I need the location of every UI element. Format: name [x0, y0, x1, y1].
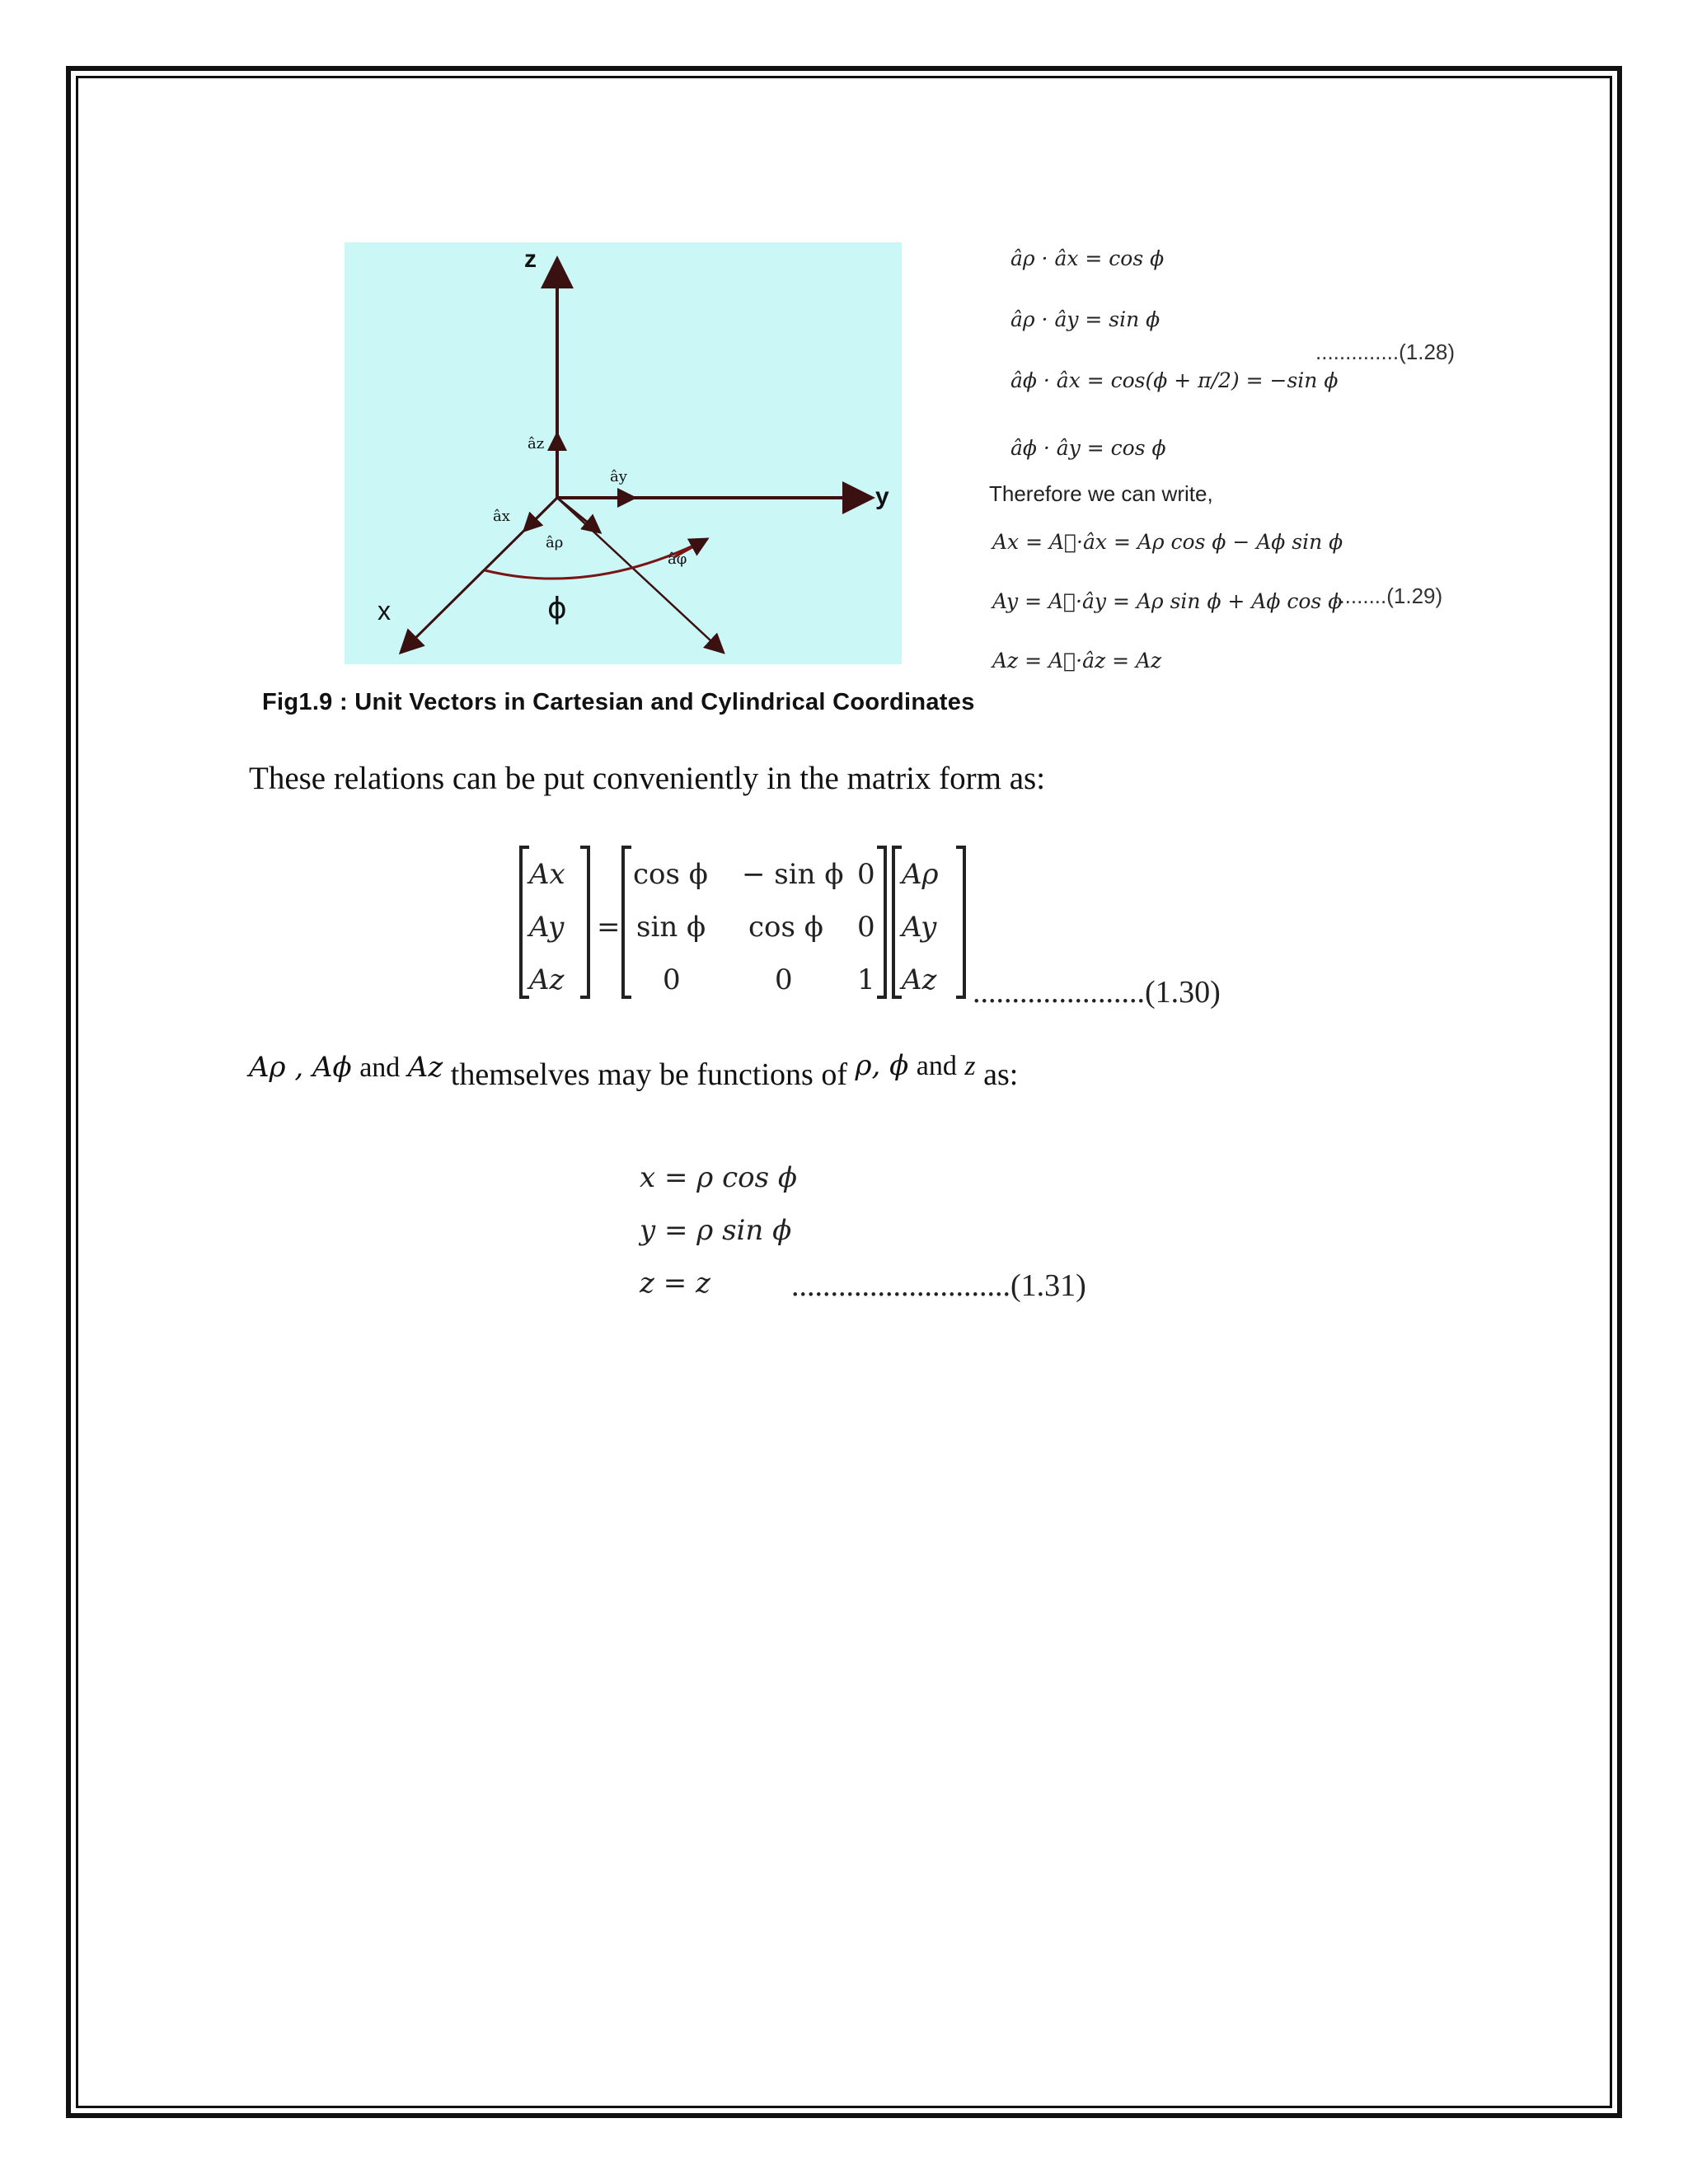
matrix-cell-r1c3: 0 — [857, 858, 875, 891]
eq-128-line-1: âρ · âx = cos ϕ — [1010, 246, 1165, 270]
functions-coords: ρ, ϕ — [855, 1049, 909, 1082]
functions-and-1: and — [359, 1052, 401, 1083]
rhs-entry-1: Aρ — [902, 858, 939, 891]
eq-131-tag: ............................(1.31) — [791, 1268, 1086, 1303]
eq-129-line-1: Ax = A⃗·âx = Aρ cos ϕ − Aϕ sin ϕ — [992, 530, 1343, 554]
ay-label: ây — [610, 468, 627, 485]
equals-sign: = — [597, 911, 621, 944]
coord-eq-z: z = z — [640, 1267, 710, 1300]
coord-eq-y: y = ρ sin ϕ — [640, 1214, 792, 1247]
figure-background — [345, 242, 902, 664]
functions-az: Az — [407, 1051, 443, 1084]
matrix-equation — [518, 844, 1259, 1017]
rhs-entry-2: Ay — [902, 911, 937, 944]
functions-and-2: and — [916, 1051, 957, 1081]
eq-128-line-4: âϕ · ây = cos ϕ — [1010, 436, 1166, 460]
dot-product-equations — [986, 241, 1513, 686]
matrix-cell-r3c3: 1 — [857, 963, 875, 996]
eq-130-tag: ......................(1.30) — [973, 975, 1221, 1010]
rhs-bracket-right — [956, 847, 964, 997]
rhs-bracket-left — [893, 847, 902, 997]
functions-middle-text: themselves may be functions of — [450, 1057, 847, 1092]
phi-label: ϕ — [547, 592, 567, 626]
lhs-bracket-right — [580, 847, 588, 997]
matrix-bracket-left — [623, 847, 631, 997]
lhs-entry-3: Az — [529, 963, 565, 996]
eq-128-tag: ..............(1.28) — [1315, 340, 1456, 364]
lhs-bracket-left — [521, 847, 529, 997]
matrix-cell-r2c1: sin ϕ — [636, 911, 706, 944]
functions-vars: Aρ , Aϕ — [249, 1051, 352, 1084]
functions-end: as: — [983, 1057, 1019, 1092]
ax-label: âx — [493, 508, 510, 525]
z-axis-label: z — [524, 246, 537, 273]
lhs-entry-2: Ay — [529, 911, 565, 944]
coord-eq-x: x = ρ cos ϕ — [640, 1161, 798, 1194]
eq-128-line-3: âϕ · âx = cos(ϕ + π/2) = −sin ϕ — [1010, 368, 1339, 392]
y-axis-label: y — [875, 483, 889, 510]
eq-129-line-2: Ay = A⃗·ây = Aρ sin ϕ + Aϕ cos ϕ — [992, 589, 1343, 613]
matrix-cell-r3c1: 0 — [663, 963, 681, 996]
matrix-cell-r2c3: 0 — [857, 911, 875, 944]
arho-label: âρ — [546, 534, 564, 551]
functions-line — [249, 1049, 1019, 1093]
matrix-cell-r1c2: − sin ϕ — [742, 858, 844, 891]
matrix-cell-r1c1: cos ϕ — [633, 858, 708, 891]
matrix-bracket-right — [877, 847, 885, 997]
lhs-entry-1: Ax — [529, 858, 565, 891]
functions-z: z — [964, 1051, 976, 1081]
eq-128-line-2: âρ · ây = sin ϕ — [1010, 307, 1160, 331]
eq-129-tag: ..........(1.29) — [1327, 583, 1443, 608]
coordinate-equations — [635, 1154, 1146, 1319]
aphi-label: âφ — [668, 551, 687, 568]
eq-129-line-3: Az = A⃗·âz = Az — [992, 649, 1162, 673]
unit-vector-figure — [345, 242, 902, 664]
figure-caption: Fig1.9 : Unit Vectors in Cartesian and Cylindrical Coordinates — [262, 689, 975, 715]
matrix-intro-text: These relations can be put conveniently in the matrix form as: — [249, 761, 1046, 796]
therefore-text: Therefore we can write, — [989, 481, 1213, 506]
x-axis-label: x — [377, 596, 391, 626]
matrix-cell-r3c2: 0 — [775, 963, 793, 996]
matrix-cell-r2c2: cos ϕ — [748, 911, 823, 944]
rhs-entry-3: Az — [902, 963, 937, 996]
az-label: âz — [528, 435, 545, 452]
